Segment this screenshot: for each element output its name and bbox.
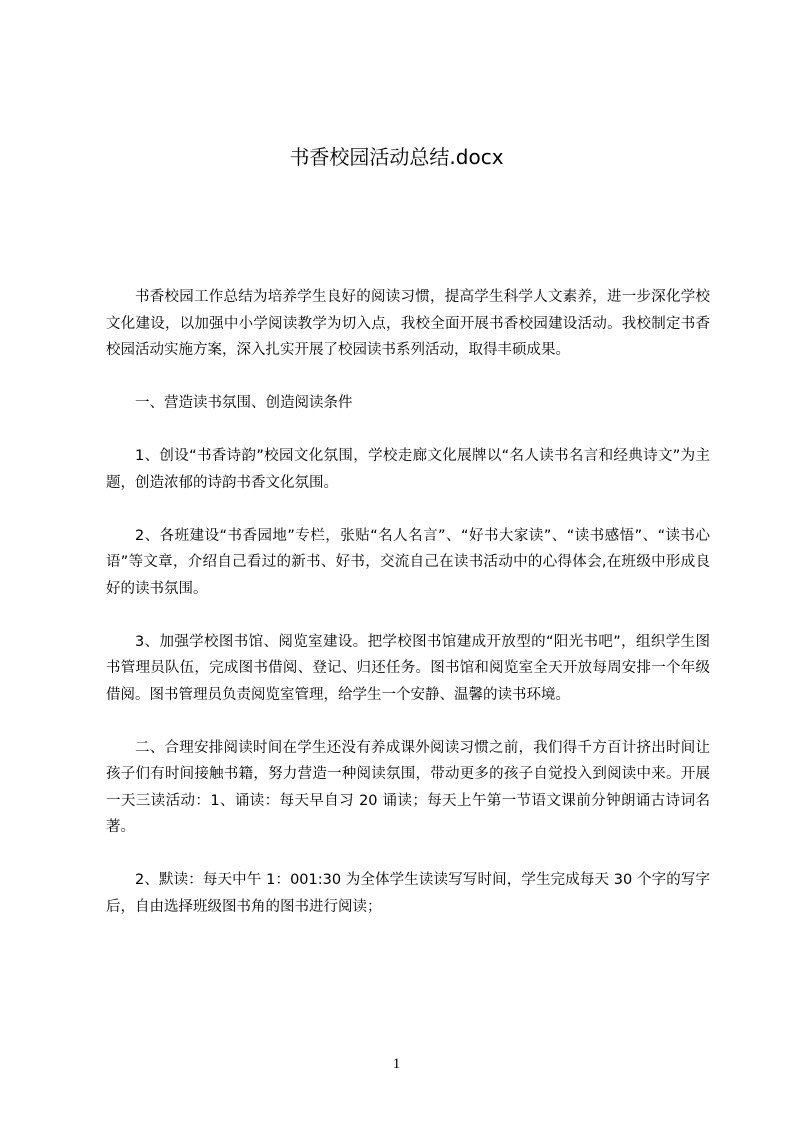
- section-heading-1: 一、营造读书氛围、创造阅读条件: [135, 395, 353, 411]
- paragraph-silent-reading: 2、默读：每天中午 1：001:30 为全体学生读读写写时间，学生完成每天 30 个字的写字后，自由选择班级图书角的图书进行阅读；: [106, 872, 710, 915]
- document-title: 书香校园活动总结.docx: [289, 145, 504, 169]
- paragraph-item-3: 3、加强学校图书馆、阅览室建设。把学校图书馆建成开放型的“阳光书吧”，组织学生图书管理员队伍，完成图书借阅、登记、归还任务。图书馆和阅览室全天开放每周安排一个年级借阅。图书管理员负责阅览室管理，给学生一个安静、温馨的读书环境。: [106, 633, 710, 703]
- page-number: 1: [392, 1056, 401, 1072]
- paragraph-item-2: 2、各班建设“书香园地”专栏，张贴“名人名言”、“好书大家读”、“读书感悟”、“读书心语”等文章，介绍自己看过的新书、好书，交流自己在读书活动中的心得体会,在班级中形成良好的读书氛围。: [106, 527, 710, 597]
- paragraph-intro: 书香校园工作总结为培养学生良好的阅读习惯，提高学生科学人文素养，进一步深化学校文化建设，以加强中小学阅读教学为切入点，我校全面开展书香校园建设活动。我校制定书香校园活动实施方案，深入扎实开展了校园读书系列活动，取得丰硕成果。: [106, 289, 710, 358]
- section-heading-2: 二、合理安排阅读时间在学生还没有养成课外阅读习惯之前，我们得千方百计挤出时间让孩子们有时间接触书籍，努力营造一种阅读氛围，带动更多的孩子自觉投入到阅读中来。开展一天三读活动：1、诵读：每天早自习 20 诵读；每天上午第一节语文课前分钟朗诵古诗词名著。: [106, 739, 710, 835]
- paragraph-item-1: 1、创设“书香诗韵”校园文化氛围，学校走廊文化展牌以“名人读书名言和经典诗文”为主题，创造浓郁的诗韵书香文化氛围。: [106, 448, 710, 491]
- document-body: [106, 284, 710, 947]
